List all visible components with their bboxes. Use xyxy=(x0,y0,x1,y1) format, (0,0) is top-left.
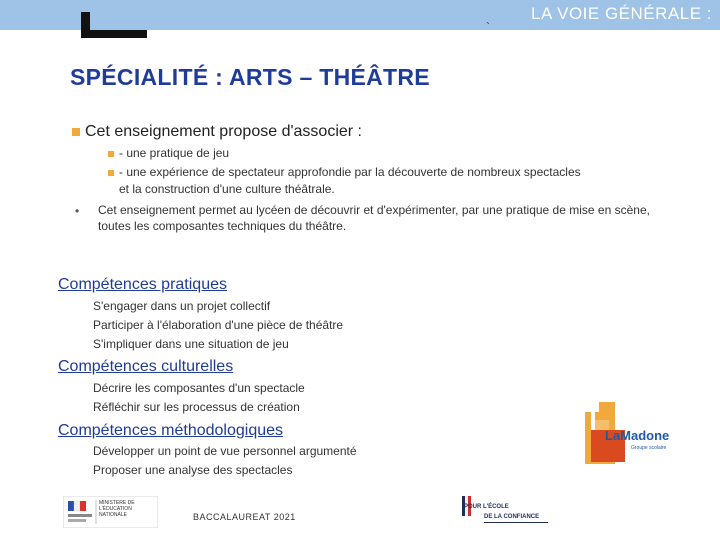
competence-item: S'engager dans un projet collectif xyxy=(93,299,271,313)
header-bar xyxy=(0,0,720,30)
competence-item: Proposer une analyse des spectacles xyxy=(93,463,293,477)
svg-text:LaMadone: LaMadone xyxy=(605,428,670,443)
square-bullet-icon xyxy=(108,170,114,176)
square-bullet-icon xyxy=(108,151,114,157)
ecole-confiance-logo xyxy=(462,496,557,528)
ecole-line1: POUR L'ÉCOLE xyxy=(464,504,509,510)
la-madone-logo xyxy=(585,400,680,466)
intro-line xyxy=(72,123,362,141)
slide-title: SPÉCIALITÉ : ARTS – THÉÂTRE xyxy=(70,64,430,90)
square-bullet-icon xyxy=(72,128,80,136)
sub-item xyxy=(108,146,229,160)
footer-text: BACCALAUREAT 2021 xyxy=(193,512,296,522)
svg-text:Groupe scolaire: Groupe scolaire xyxy=(631,445,667,451)
ecole-line2: DE LA CONFIANCE xyxy=(484,514,540,520)
competence-item: Développer un point de vue personnel argumenté xyxy=(93,444,357,458)
sub-item-text: - une expérience de spectateur approfondie par la découverte de nombreux spectacles xyxy=(119,165,581,179)
competence-item: Participer à l'élaboration d'une pièce de théâtre xyxy=(93,318,344,332)
paragraph: Cet enseignement permet au lycéen de découvrir et d'expérimenter, par une pratique de mise en scène, toutes les composantes techniques du théâtre. xyxy=(98,203,650,233)
competence-heading-methodologiques: Compétences méthodologiques xyxy=(58,422,284,439)
round-bullet-icon: • xyxy=(75,204,80,218)
ministry-logo-text: MINISTÈRE DE L'ÉDUCATION NATIONALE xyxy=(99,500,135,518)
ministry-logo xyxy=(63,496,158,528)
competence-heading-pratiques: Compétences pratiques xyxy=(58,276,227,293)
competence-heading-culturelles: Compétences culturelles xyxy=(58,358,234,375)
stray-mark: ` xyxy=(486,20,490,34)
competence-item: Réfléchir sur les processus de création xyxy=(93,400,300,414)
header-title: LA VOIE GÉNÉRALE : xyxy=(531,4,712,23)
sub-item-text: - une pratique de jeu xyxy=(119,146,230,160)
corner-mark-bar xyxy=(81,30,147,38)
intro-text: Cet enseignement propose d'associer : xyxy=(85,123,362,140)
competence-item: Décrire les composantes d'un spectacle xyxy=(93,381,305,395)
sub-item xyxy=(108,165,581,179)
sub-item-continued: et la construction d'une culture théâtrale. xyxy=(119,182,335,196)
competence-item: S'impliquer dans une situation de jeu xyxy=(93,337,289,351)
